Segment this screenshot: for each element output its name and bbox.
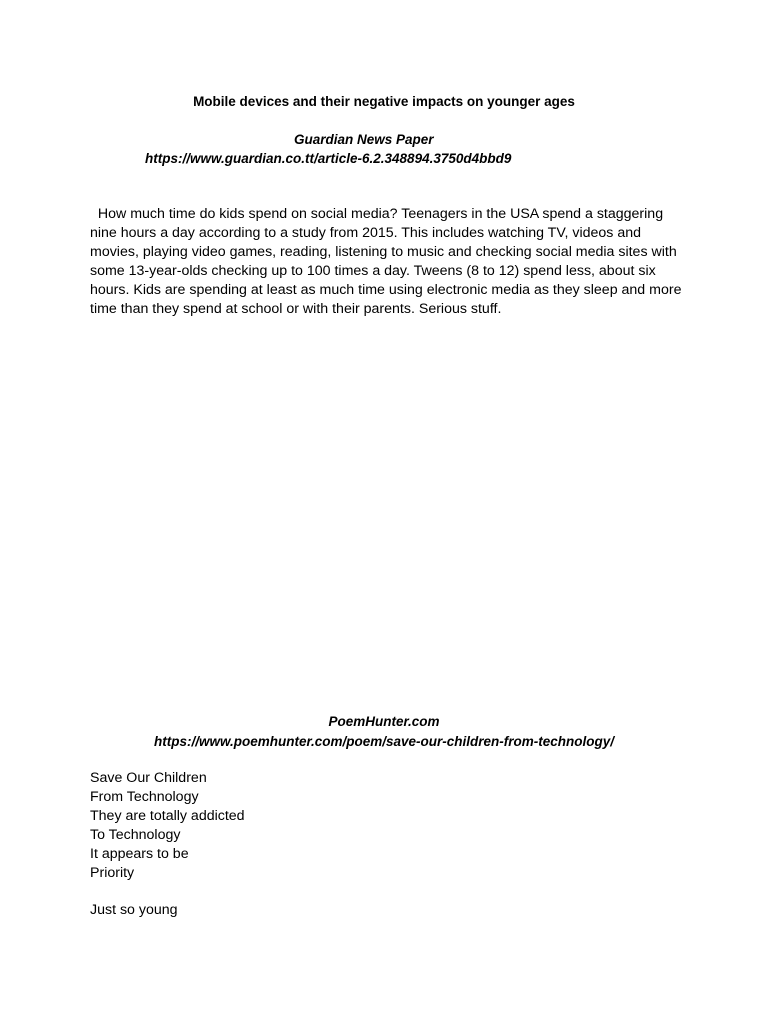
poem-line: Just so young	[90, 902, 178, 919]
paragraph-line: some 13-year-olds checking up to 100 times a day. Tweens (8 to 12) spend less, about six	[90, 262, 656, 279]
paragraph-line: movies, playing video games, reading, listening to music and checking social media sites with	[90, 243, 677, 260]
poem-line: Save Our Children	[90, 770, 207, 786]
source-url-poemhunter: https://www.poemhunter.com/poem/save-our-children-from-technology/	[153, 734, 615, 749]
poem-excerpt	[90, 769, 245, 920]
poem-line	[90, 882, 245, 901]
source-name-poemhunter: PoemHunter.com	[328, 714, 440, 729]
document-title: Mobile devices and their negative impacts on younger ages	[193, 94, 575, 109]
poem-line: To Technology	[90, 826, 181, 843]
source-name-guardian: Guardian News Paper	[294, 132, 434, 147]
source-url-guardian: https://www.guardian.co.tt/article-6.2.348894.3750d4bbd9	[145, 151, 512, 166]
poem-line: They are totally addicted	[90, 807, 245, 824]
poem-line: From Technology	[90, 788, 199, 805]
paragraph-line: nine hours a day according to a study from 2015. This includes watching TV, videos and	[90, 224, 642, 241]
paragraph-line: time than they spend at school or with their parents. Serious stuff.	[90, 300, 502, 317]
paragraph-line: How much time do kids spend on social media? Teenagers in the USA spend a staggering	[90, 206, 664, 222]
paragraph-line: hours. Kids are spending at least as much time using electronic media as they sleep and more	[90, 281, 682, 298]
article-paragraph	[90, 205, 690, 318]
poem-line: It appears to be	[90, 845, 189, 862]
poem-line: Priority	[90, 864, 135, 881]
